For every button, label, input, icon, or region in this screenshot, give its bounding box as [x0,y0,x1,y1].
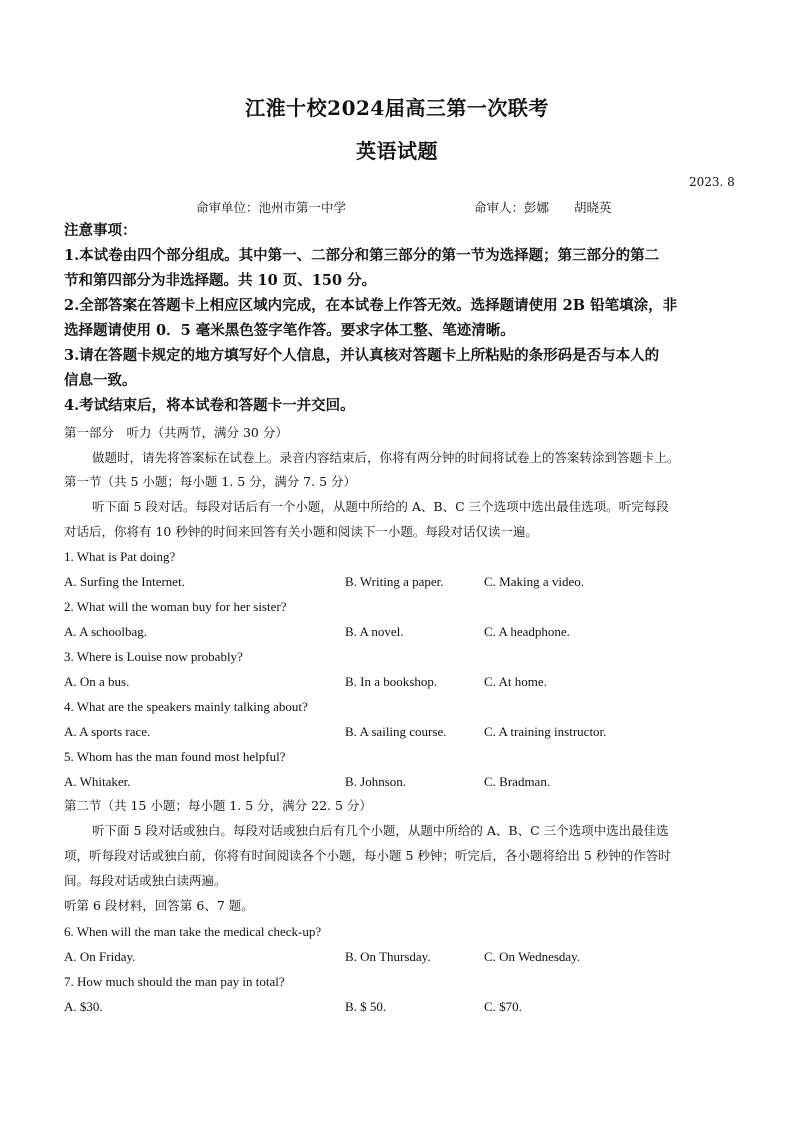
section2-instruction: 间。每段对话或独白读两遍。 [64,873,227,888]
option-b: B. Writing a paper. [345,574,444,589]
option-a: A. A schoolbag. [64,624,148,639]
notice-line: 4.考试结束后，将本试卷和答题卡一并交回。 [64,397,355,414]
option-b: B. A sailing course. [345,724,447,739]
part1-heading: 第一部分 听力（共两节，满分 30 分） [64,425,288,440]
option-b: B. A novel. [345,624,404,639]
notice-line: 2.全部答案在答题卡上相应区域内完成，在本试卷上作答无效。选择题请使用 2B 铅笔填涂，非 [64,297,678,314]
option-a: A. Surfing the Internet. [64,574,185,589]
notice-line: 3.请在答题卡规定的地方填写好个人信息，并认真核对答题卡上所粘贴的条形码是否与本人的 [64,347,660,364]
option-c: C. A headphone. [484,624,570,639]
option-c: C. On Wednesday. [484,949,581,964]
section1-heading: 第一节（共 5 小题；每小题 1. 5 分，满分 7. 5 分） [64,474,356,489]
option-b: B. $ 50. [345,999,387,1014]
option-c: C. At home. [484,674,547,689]
setting-authors: 命审人：彭娜 胡晓英 [474,200,612,215]
question-text: 2. What will the woman buy for her sister? [64,599,287,614]
option-c: C. $70. [484,999,522,1014]
question-text: 7. How much should the man pay in total? [64,974,285,989]
section2-instruction: 项，听每段对话或独白前，你将有时间阅读各个小题，每小题 5 秒钟；听完后，各小题将给出 5 秒钟的作答时 [64,848,671,863]
question-text: 3. Where is Louise now probably? [64,649,243,664]
notice-line: 信息一致。 [64,372,137,389]
notice-heading: 注意事项： [64,222,137,239]
exam-title: 江淮十校2024届高三第一次联考 [245,96,549,120]
question-text: 6. When will the man take the medical check-up? [64,924,322,939]
option-b: B. On Thursday. [345,949,431,964]
section1-instruction: 听下面 5 段对话。每段对话后有一个小题，从题中所给的 A、B、C 三个选项中选出最佳选项。听完每段 [92,499,669,514]
notice-line: 选择题请使用 0．5 毫米黑色签字笔作答。要求字体工整、笔迹清晰。 [64,322,515,339]
notice-line: 节和第四部分为非选择题。共 10 页、150 分。 [64,272,377,289]
section2-heading: 第二节（共 15 小题；每小题 1. 5 分，满分 22. 5 分） [64,798,372,813]
option-a: A. On a bus. [64,674,130,689]
option-a: A. On Friday. [64,949,136,964]
question-text: 1. What is Pat doing? [64,549,176,564]
exam-date: 2023. 8 [689,175,735,189]
option-b: B. In a bookshop. [345,674,438,689]
option-b: B. Johnson. [345,774,407,789]
exam-subtitle: 英语试题 [356,139,438,163]
option-a: A. $30. [64,999,103,1014]
question-text: 5. Whom has the man found most helpful? [64,749,286,764]
notice-line: 1.本试卷由四个部分组成。其中第一、二部分和第三部分的第一节为选择题；第三部分的第二 [64,247,660,264]
option-c: C. A training instructor. [484,724,607,739]
option-a: A. Whitaker. [64,774,131,789]
question-text: 4. What are the speakers mainly talking about? [64,699,308,714]
setting-unit: 命审单位：池州市第一中学 [196,200,347,215]
part1-intro: 做题时，请先将答案标在试卷上。录音内容结束后，你将有两分钟的时间将试卷上的答案转涂到答题卡上。 [92,450,680,465]
option-c: C. Bradman. [484,774,551,789]
section1-instruction: 对话后，你将有 10 秒钟的时间来回答有关小题和阅读下一小题。每段对话仅读一遍。 [64,524,538,539]
option-a: A. A sports race. [64,724,151,739]
section2-instruction: 听下面 5 段对话或独白。每段对话或独白后有几个小题，从题中所给的 A、B、C 三个选项中选出最佳选 [92,823,669,838]
option-c: C. Making a video. [484,574,585,589]
material-note: 听第 6 段材料，回答第 6、7 题。 [64,898,254,913]
